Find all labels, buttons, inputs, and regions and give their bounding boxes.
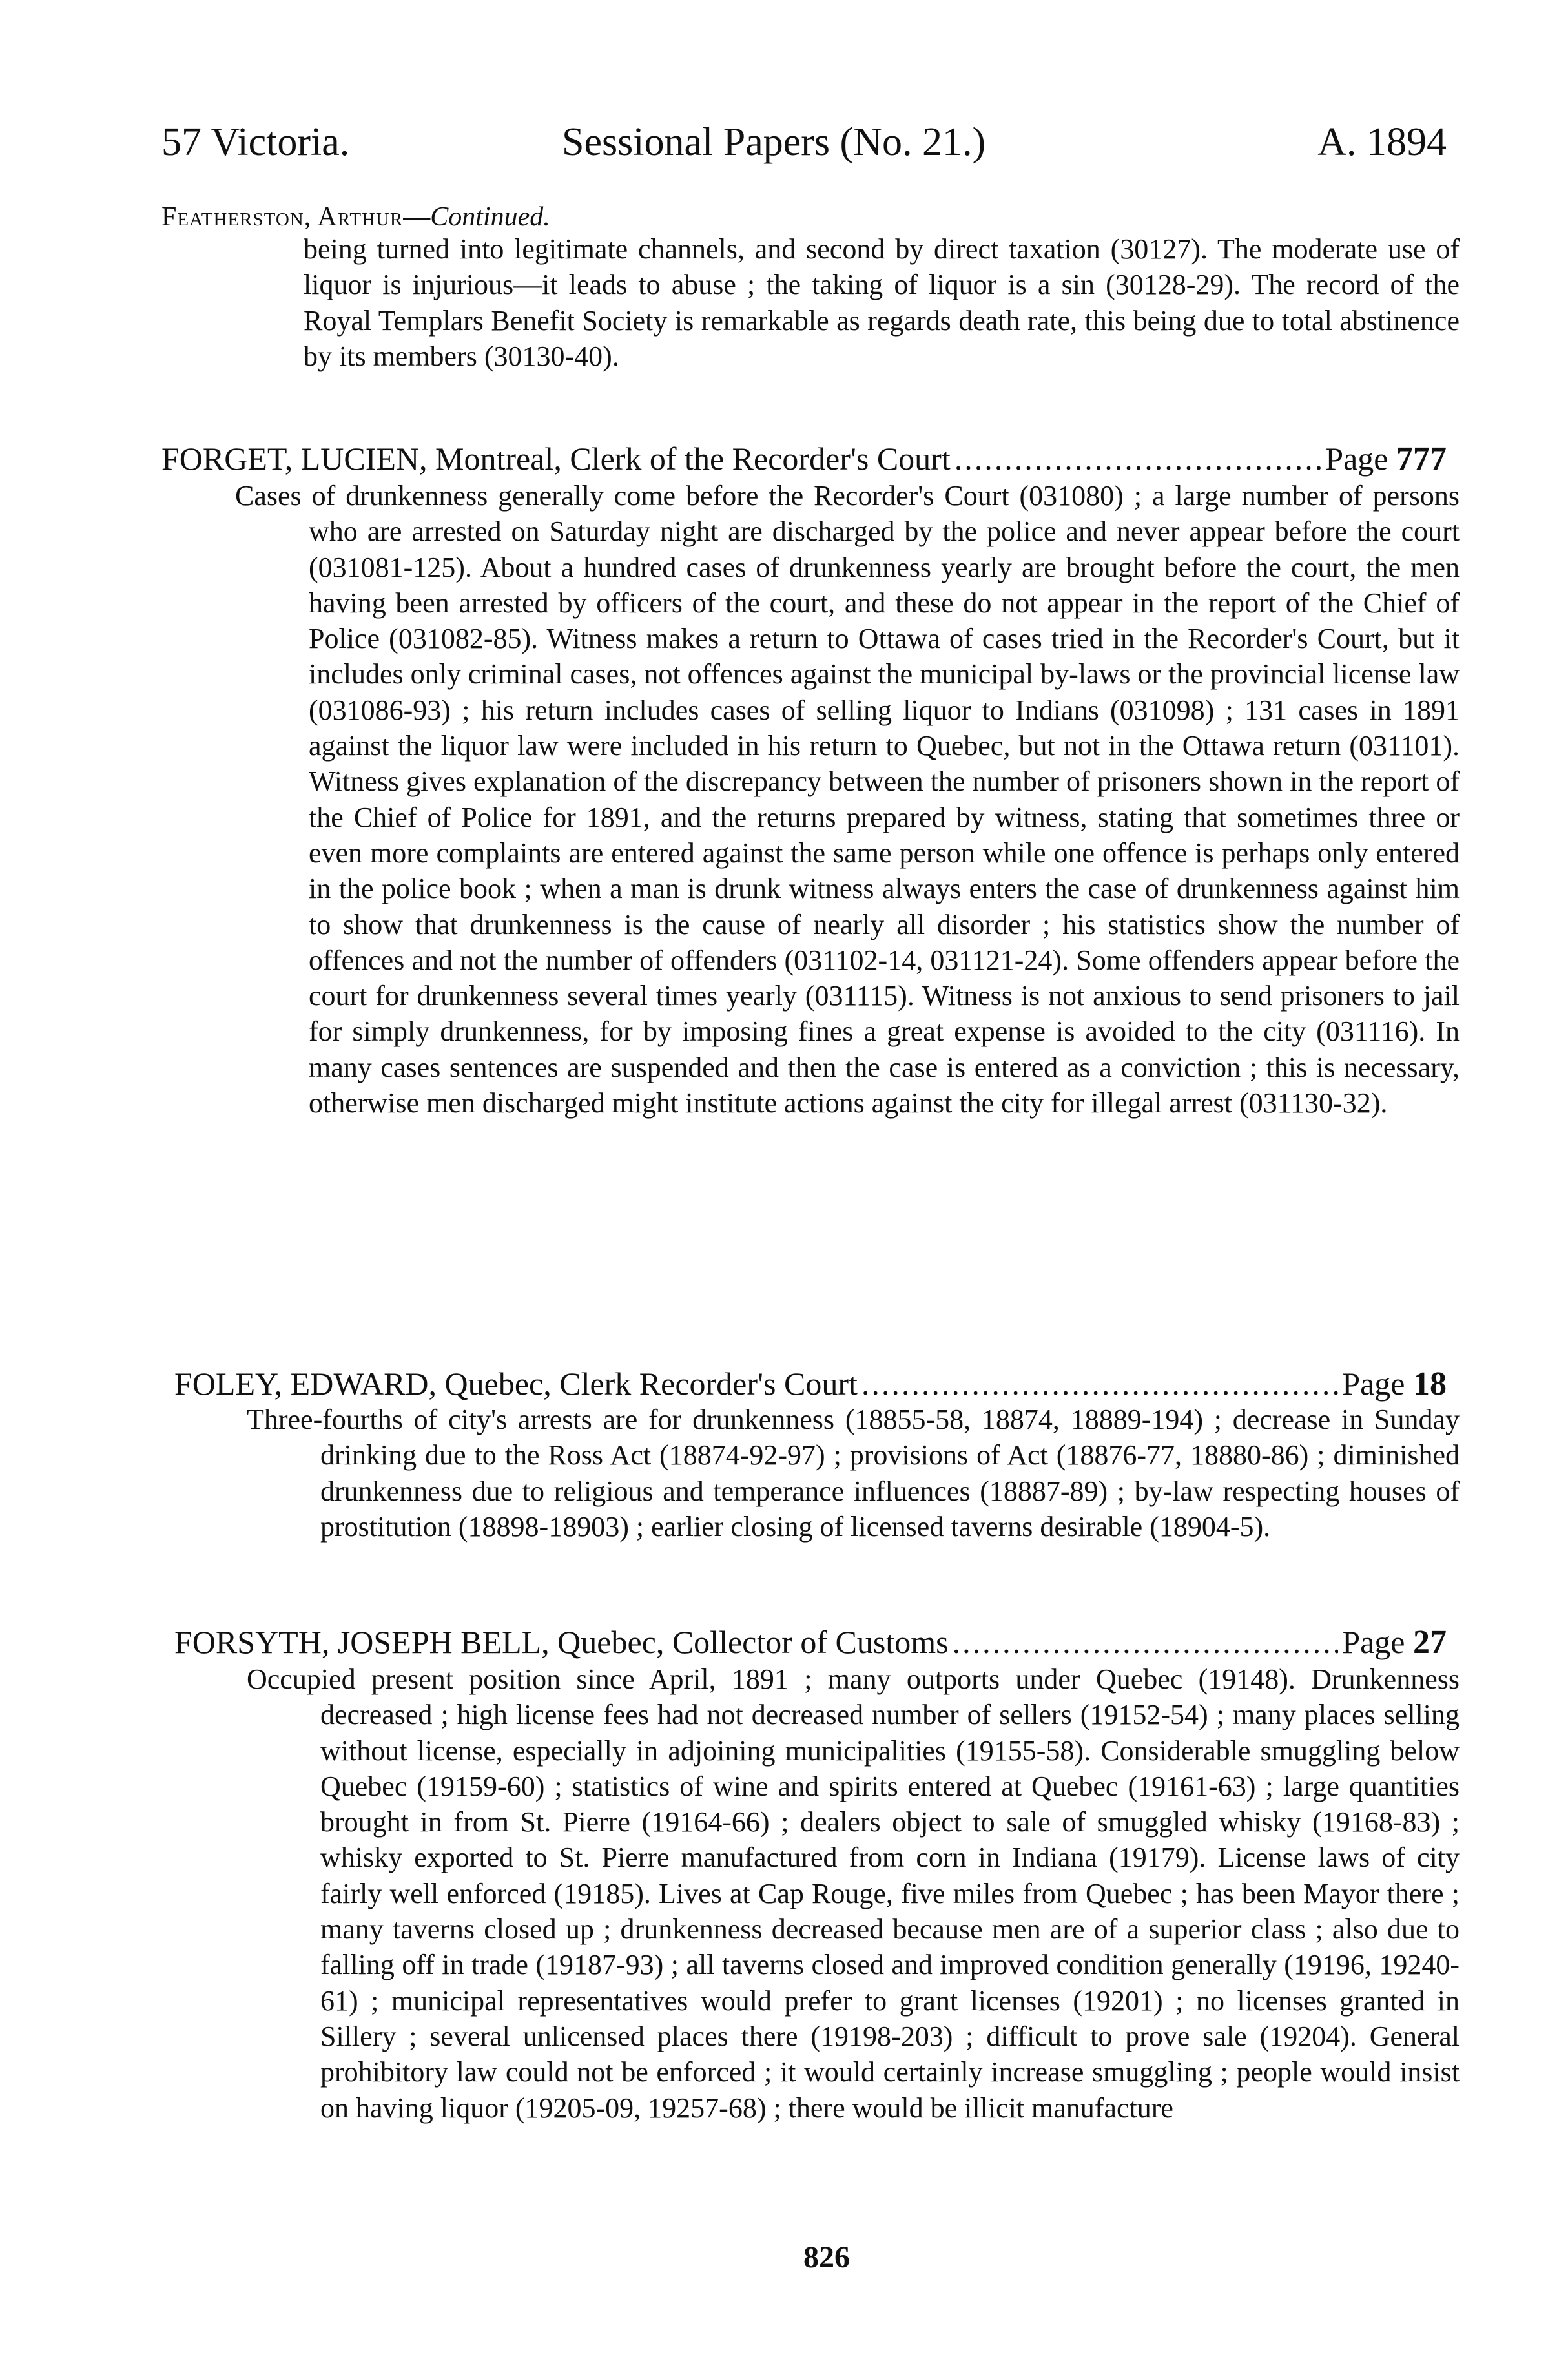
entry-heading-text: FORSYTH, JOSEPH BELL, Quebec, Collector of Customs	[174, 1624, 949, 1660]
running-head	[161, 116, 1447, 168]
page-ref-number: 777	[1396, 441, 1447, 477]
entry-heading-forget	[161, 439, 1447, 479]
year-label: A. 1894	[1317, 120, 1447, 164]
page-number: 826	[803, 2240, 850, 2274]
leader-dots	[861, 1364, 1338, 1403]
leader-dots	[954, 439, 1322, 478]
page-ref-label: Page	[1325, 441, 1388, 477]
continued-dash: —	[403, 202, 431, 232]
publication-title: Sessional Papers (No. 21.)	[562, 120, 986, 164]
continued-label: Continued.	[430, 202, 550, 232]
entry-paragraph-forsyth: Occupied present position since April, 1891 ; many outports under Quebec (19148). Drunkenness decreased ; high license fees had not decreased number of sellers (19152-54) ; many places selling without license, especially in adjoining municipalities (19155-58). Considerable smuggling below Quebec (19159-60) ; statistics of wine and spirits entered at Quebec (19161-63) ; large quantities brought in from St. Pierre (19164-66) ; dealers object to sale of smuggled whisky (19168-83) ; whisky exported to St. Pierre manufactured from corn in Indiana (19179). License laws of city fairly well enforced (19185). Lives at Cap Rouge, five miles from Quebec ; has been Mayor there ; many taverns closed up ; drunkenness decreased because men are of a superior class ; also due to falling off in trade (19187-93) ; all taverns closed and improved condition generally (19196, 19240-61) ; municipal representatives would prefer to grant licenses (19201) ; no licenses granted in Sillery ; several unlicensed places there (19198-203) ; difficult to prove sale (19204). General prohibitory law could not be enforced ; it would certainly increase smuggling ; people would insist on having liquor (19205-09, 19257-68) ; there would be illicit manufacture	[247, 1663, 1460, 2124]
page-ref-number: 18	[1413, 1366, 1447, 1402]
continued-name: Featherston, Arthur	[161, 202, 404, 232]
entry-paragraph-foley: Three-fourths of city's arrests are for drunkenness (18855-58, 18874, 18889-194) ; decrease in Sunday drinking due to the Ross Act (18874-92-97) ; provisions of Act (18876-77, 18880-86) ; diminished drunkenness due to religious and temperance influences (18887-89) ; by-law respecting houses of prostitution (18898-18903) ; earlier closing of licensed taverns desirable (18904-5).	[247, 1404, 1460, 1543]
entry-heading-forsyth	[174, 1623, 1447, 1662]
session-label: 57 Victoria.	[161, 120, 350, 164]
page-ref-label: Page	[1342, 1366, 1405, 1402]
entry-heading-text: FOLEY, EDWARD, Quebec, Clerk Recorder's Court	[174, 1366, 858, 1402]
continued-paragraph: being turned into legitimate channels, and second by direct taxation (30127). The moderate use of liquor is injurious—it leads to abuse ; the taking of liquor is a sin (30128-29). The record of the Royal Templars Benefit Society is remarkable as regards death rate, this being due to total abstinence by its members (30130-40).	[304, 233, 1460, 372]
entry-heading-text: FORGET, LUCIEN, Montreal, Clerk of the Recorder's Court	[161, 441, 951, 477]
leader-dots	[953, 1623, 1339, 1661]
entry-paragraph-forget: Cases of drunkenness generally come before the Recorder's Court (031080) ; a large number of persons who are arrested on Saturday night are discharged by the police and never appear before the court (031081-125). About a hundred cases of drunkenness yearly are brought before the court, the men having been arrested by officers of the court, and these do not appear in the report of the Chief of Police (031082-85). Witness makes a return to Ottawa of cases tried in the Recorder's Court, but it includes only criminal cases, not offences against the municipal by-laws or the provincial license law (031086-93) ; his return includes cases of selling liquor to Indians (031098) ; 131 cases in 1891 against the liquor law were included in his return to Quebec, but not in the Ottawa return (031101). Witness gives explanation of the discrepancy between the number of prisoners shown in the report of the Chief of Police for 1891, and the returns prepared by witness, stating that sometimes three or even more complaints are entered against the same person while one offence is perhaps only entered in the police book ; when a man is drunk witness always enters the case of drunkenness against him to show that drunkenness is the cause of nearly all disorder ; his statistics show the number of offences and not the number of offenders (031102-14, 031121-24). Some offenders appear before the court for drunkenness several times yearly (031115). Witness is not anxious to send prisoners to jail for simply drunkenness, for by imposing fines a great expense is avoided to the city (031116). In many cases sentences are suspended and then the case is entered as a conviction ; this is necessary, otherwise men discharged might institute actions against the city for illegal arrest (031130-32).	[235, 480, 1460, 1119]
page-ref-number: 27	[1413, 1624, 1447, 1661]
entry-heading-foley	[174, 1364, 1447, 1404]
continued-heading	[161, 198, 550, 236]
page-ref-label: Page	[1342, 1624, 1405, 1660]
